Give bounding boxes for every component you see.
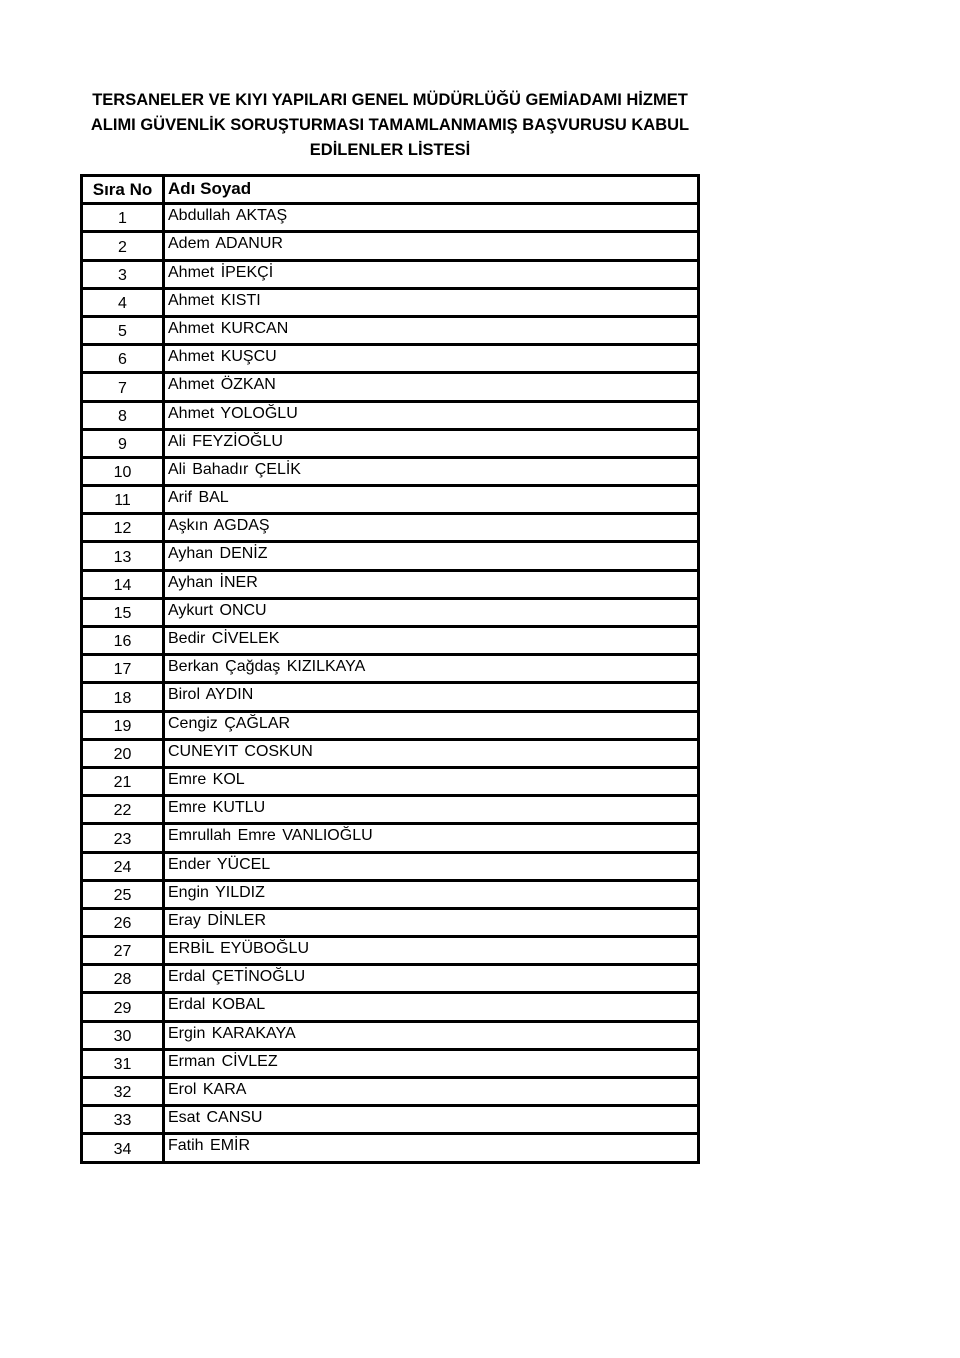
table-row	[82, 824, 699, 852]
table-row	[82, 514, 699, 542]
row-number: 5	[82, 316, 164, 344]
row-full-name: CUNEYIT COSKUN	[164, 739, 699, 767]
row-full-name: Ali Bahadır ÇELİK	[164, 457, 699, 485]
row-number: 30	[82, 1021, 164, 1049]
row-full-name: Cengiz ÇAĞLAR	[164, 711, 699, 739]
table-row	[82, 260, 699, 288]
row-number: 33	[82, 1106, 164, 1134]
row-full-name: Eray DİNLER	[164, 908, 699, 936]
row-full-name: Birol AYDIN	[164, 683, 699, 711]
table-row	[82, 937, 699, 965]
table-row	[82, 852, 699, 880]
row-full-name: Abdullah AKTAŞ	[164, 204, 699, 232]
table-row	[82, 316, 699, 344]
row-full-name: Emre KUTLU	[164, 796, 699, 824]
row-number: 25	[82, 880, 164, 908]
table-row	[82, 232, 699, 260]
title-line-1: TERSANELER VE KIYI YAPILARI GENEL MÜDÜRLÜĞÜ GEMİADAMI HİZMET	[92, 91, 688, 109]
title-line-2: ALIMI GÜVENLİK SORUŞTURMASI TAMAMLANMAMIŞ BAŞVURUSU KABUL	[90, 116, 690, 134]
row-number: 10	[82, 457, 164, 485]
row-number: 27	[82, 937, 164, 965]
row-number: 34	[82, 1134, 164, 1162]
row-full-name: Berkan Çağdaş KIZILKAYA	[164, 655, 699, 683]
row-full-name: Erdal ÇETİNOĞLU	[164, 965, 699, 993]
row-number: 22	[82, 796, 164, 824]
row-full-name: Emre KOL	[164, 767, 699, 795]
row-number: 7	[82, 373, 164, 401]
table-row	[82, 767, 699, 795]
row-number: 4	[82, 288, 164, 316]
row-full-name: Fatih EMİR	[164, 1134, 699, 1162]
row-number: 31	[82, 1049, 164, 1077]
row-number: 20	[82, 739, 164, 767]
table-row	[82, 655, 699, 683]
row-full-name: Ergin KARAKAYA	[164, 1021, 699, 1049]
table-row	[82, 570, 699, 598]
row-number: 21	[82, 767, 164, 795]
row-full-name: Bedir CİVELEK	[164, 627, 699, 655]
row-full-name: Ali FEYZİOĞLU	[164, 429, 699, 457]
table-row	[82, 627, 699, 655]
table-row	[82, 429, 699, 457]
table-row	[82, 486, 699, 514]
row-number: 8	[82, 401, 164, 429]
table-row	[82, 204, 699, 232]
row-number: 32	[82, 1078, 164, 1106]
row-full-name: Ahmet İPEKÇİ	[164, 260, 699, 288]
title-line-3: EDİLENLER LİSTESİ	[309, 141, 471, 159]
row-number: 18	[82, 683, 164, 711]
row-number: 3	[82, 260, 164, 288]
row-number: 9	[82, 429, 164, 457]
row-full-name: Erol KARA	[164, 1078, 699, 1106]
row-number: 17	[82, 655, 164, 683]
row-full-name: Aşkın AGDAŞ	[164, 514, 699, 542]
table-row	[82, 457, 699, 485]
table-row	[82, 373, 699, 401]
table-row	[82, 1049, 699, 1077]
row-full-name: ERBİL EYÜBOĞLU	[164, 937, 699, 965]
row-full-name: Ahmet ÖZKAN	[164, 373, 699, 401]
row-full-name: Engin YILDIZ	[164, 880, 699, 908]
table-row	[82, 1021, 699, 1049]
row-number: 15	[82, 598, 164, 626]
row-full-name: Erman CİVLEZ	[164, 1049, 699, 1077]
table-row	[82, 1134, 699, 1162]
row-full-name: Erdal KOBAL	[164, 993, 699, 1021]
row-number: 28	[82, 965, 164, 993]
table-row	[82, 401, 699, 429]
row-number: 29	[82, 993, 164, 1021]
row-number: 23	[82, 824, 164, 852]
row-full-name: Ayhan DENİZ	[164, 542, 699, 570]
row-number: 16	[82, 627, 164, 655]
row-number: 19	[82, 711, 164, 739]
table-header-row	[82, 176, 699, 204]
table-body	[82, 204, 699, 1162]
row-full-name: Esat CANSU	[164, 1106, 699, 1134]
row-full-name: Adem ADANUR	[164, 232, 699, 260]
row-number: 26	[82, 908, 164, 936]
table-row	[82, 345, 699, 373]
header-sira-no: Sıra No	[82, 176, 164, 204]
row-number: 24	[82, 852, 164, 880]
row-full-name: Ayhan İNER	[164, 570, 699, 598]
row-number: 14	[82, 570, 164, 598]
document-title	[80, 88, 700, 163]
row-number: 12	[82, 514, 164, 542]
row-number: 2	[82, 232, 164, 260]
table-row	[82, 993, 699, 1021]
table-row	[82, 1078, 699, 1106]
row-full-name: Ender YÜCEL	[164, 852, 699, 880]
row-number: 11	[82, 486, 164, 514]
table-row	[82, 908, 699, 936]
applicant-list-table	[80, 174, 700, 1164]
table-row	[82, 288, 699, 316]
row-number: 13	[82, 542, 164, 570]
row-full-name: Emrullah Emre VANLIOĞLU	[164, 824, 699, 852]
table-row	[82, 598, 699, 626]
row-number: 6	[82, 345, 164, 373]
row-full-name: Arif BAL	[164, 486, 699, 514]
row-number: 1	[82, 204, 164, 232]
table-row	[82, 1106, 699, 1134]
table-row	[82, 796, 699, 824]
row-full-name: Aykurt ONCU	[164, 598, 699, 626]
table-row	[82, 739, 699, 767]
table-row	[82, 711, 699, 739]
row-full-name: Ahmet KURCAN	[164, 316, 699, 344]
table-row	[82, 542, 699, 570]
table-row	[82, 965, 699, 993]
header-adi-soyad: Adı Soyad	[164, 176, 699, 204]
table-row	[82, 683, 699, 711]
row-full-name: Ahmet YOLOĞLU	[164, 401, 699, 429]
row-full-name: Ahmet KISTI	[164, 288, 699, 316]
row-full-name: Ahmet KUŞCU	[164, 345, 699, 373]
table-row	[82, 880, 699, 908]
